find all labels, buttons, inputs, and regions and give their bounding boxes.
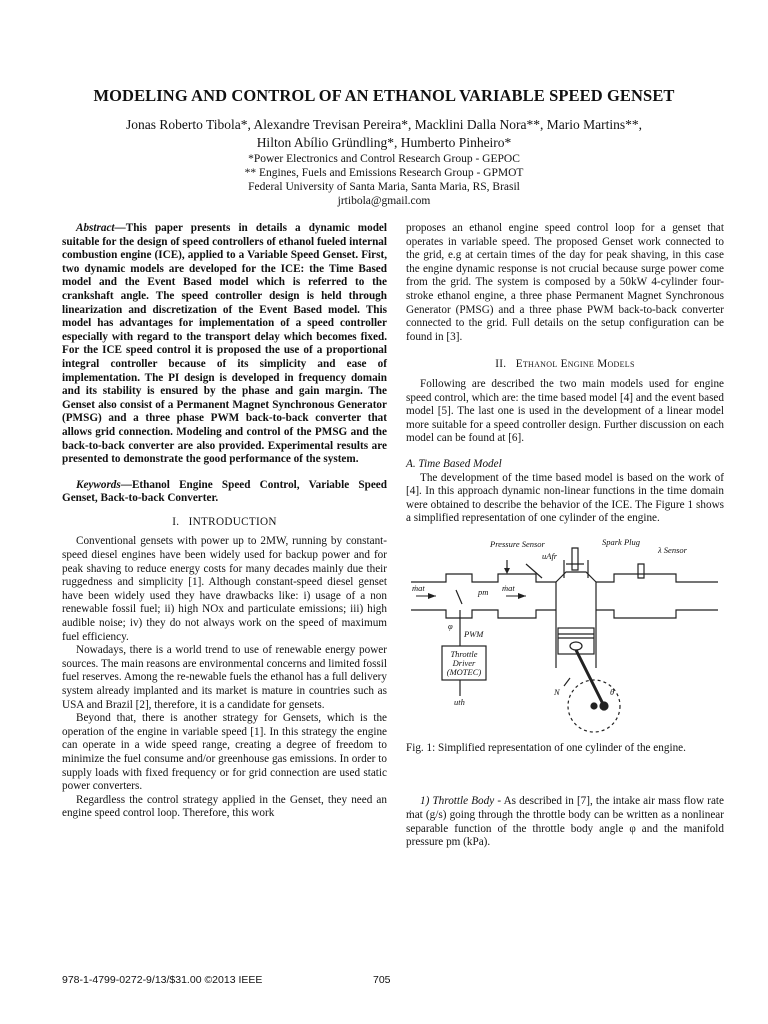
intro-paragraph-3: Beyond that, there is another strategy for Gensets, which is the operation of the engine in variable speed [1]. In this strategy the engine can operate in a wide speed range, creating a degree of freedom to minimize the fuel consume and/or greenhouse gas emissions. In order to supply loads with fixed frequency or for grid connection are used static power converters. <box>62 712 387 793</box>
section-heading-ethanol-models <box>406 358 724 372</box>
abstract <box>62 222 387 467</box>
section-2-paragraph: Following are described the two main models used for engine speed control, which are: the time based model [4] and the event based model [5]. The last one is used in the development of a linear model more suitable for a speed controller design. Further discussion on each model can be found at [6]. <box>406 377 724 445</box>
paper-title: MODELING AND CONTROL OF AN ETHANOL VARIABLE SPEED GENSET <box>93 86 675 105</box>
author-list <box>40 116 728 152</box>
intro-paragraph-1: Conventional gensets with power up to 2MW, running by constant-speed diesel engines have been widely used for backup power and for peak shaving to reduce energy costs for many decades mainly due their ruggedness and simplicity [1]. Although constant-speed diesel genset have been widely used they have drawbacks like: i) usage of a non renewable fossil fuel; ii) high NOx and particulate emissions; iii) high audible noise; iv) they do not always work on the speed of maximum fuel efficiency. <box>62 535 387 643</box>
pwm-label: PWM <box>464 628 484 639</box>
pressure-sensor-label: Pressure Sensor <box>490 538 545 549</box>
wrist-pin <box>570 642 582 650</box>
affiliation-gepoc: *Power Electronics and Control Research Group - GEPOC <box>248 153 520 165</box>
exhaust-top <box>596 574 718 582</box>
engine-cylinder-figure <box>406 538 724 738</box>
u-afr-label: uAfr <box>542 550 558 561</box>
intake-manifold-bottom <box>411 610 556 618</box>
affiliation-university: Federal University of Santa Maria, Santa Maria, RS, Brasil <box>248 181 520 193</box>
cylinder-walls <box>556 582 596 668</box>
abstract-label: Abstract <box>76 222 115 234</box>
throttle-body-label: 1) Throttle Body <box>420 795 495 808</box>
abstract-text: —This paper presents in details a dynamic model suitable for the design of speed controllers of ethanol fueled internal combustion engine (ICE), applied to a Variable Speed Genset. First, two dynamic models are developed for the ICE: the Time Based model and the Event Based model which is referred to the crankshaft angle. The speed controller design is held through linearization and discretization of the Event Based model. This model has advantages for implementation of a speed controller especially with regard to the transport delay which becomes fixed. For the ICE speed control it is proposed the use of a proportional integral controller because of its simplicity and ease of implementation. The PI design is developed in frequency domain and its stability is ensured by the phase and gain margin. The Genset also consist of a Permanent Magnet Synchronous Generator (PMSG) and a three phase PWM back-to-back converter that allows grid connection. Modeling and control of the PMSG and the back-to-back converter are also provided. Experimental results are presented to demonstrate the good performance of the system. <box>62 222 387 466</box>
intro-paragraph-2: Nowadays, there is a world trend to use of renewable energy power sources. The main reasons are environmental concerns and limited fossil fuel reserves. Among the re-newable fuels the ethanol has a full delivery system already implanted and its market is mature in countries such as USA and Brazil [2], therefore, it is a candidate for gensets. <box>62 644 387 711</box>
intro-paragraph-4: Regardless the control strategy applied in the Genset, they need an engine speed control loop. Therefore, this work <box>62 793 387 820</box>
intake-manifold-top <box>411 574 556 582</box>
affiliations <box>40 152 728 208</box>
cylinder-head <box>556 572 596 582</box>
keywords-label: Keywords <box>76 478 121 491</box>
authors-line-1: Jonas Roberto Tibola*, Alexandre Trevisan Pereira*, Macklini Dalla Nora**, Mario Martins**, <box>126 117 642 132</box>
section-heading-introduction <box>62 516 387 530</box>
subsection-heading-time-based: A. Time Based Model <box>406 457 502 470</box>
section-title: Ethanol Engine Models <box>515 358 635 371</box>
exhaust-bottom <box>596 610 718 618</box>
right-column <box>406 222 724 850</box>
figure-caption: Fig. 1: Simplified representation of one cylinder of the engine. <box>406 741 686 754</box>
throttle-angle-label: φ <box>448 620 453 631</box>
injector <box>526 564 542 578</box>
motec-label: (MOTEC) <box>446 666 482 677</box>
throttle-body-paragraph <box>406 795 724 849</box>
authors-line-2: Hilton Abílio Gründling*, Humberto Pinheiro* <box>256 135 512 150</box>
mass-flow-in-label: ṁat <box>412 582 425 593</box>
throttle-driver-label: Throttle Driver <box>450 648 478 668</box>
mass-flow-out-label: ṁat <box>502 582 515 593</box>
lambda-sensor-label: λ Sensor <box>658 544 687 555</box>
lambda-sensor-body <box>638 564 644 578</box>
spark-plug-label: Spark Plug <box>602 536 641 547</box>
contact-email: jrtibola@gmail.com <box>337 195 431 207</box>
throttle-body-text: - As described in [7], the intake air mass flow rate ṁat (g/s) going through the throttle body can be written as a nonlinear separable function of the throttle body angle φ and the manifold pressure pm (kPa). <box>406 795 724 849</box>
connecting-rod <box>576 650 604 706</box>
left-column <box>62 222 387 821</box>
keywords-text: —Ethanol Engine Speed Control, Variable Speed Genset, Back-to-back Converter. <box>62 478 387 505</box>
copyright-footer: 978-1-4799-0272-9/13/$31.00 ©2013 IEEE <box>62 974 263 986</box>
spark-plug-body <box>572 548 578 570</box>
section-title: INTRODUCTION <box>188 515 277 528</box>
keywords <box>62 479 387 506</box>
u-th-label: uth <box>454 696 465 707</box>
manifold-pressure-label: pm <box>478 586 489 597</box>
subsection-a-paragraph: The development of the time based model is based on the work of [4]. In this approach dynamic non-linear functions in the time domain were obtained to describe the behavior of the ICE. The Figure 1 shows a simplified representation of one cylinder of the engine. <box>406 471 724 525</box>
throttle-plate <box>456 590 462 604</box>
continuation-paragraph: proposes an ethanol engine speed control loop for a genset that operates in variable speed. The proposed Genset work connected to the grid, e.g at certain times of the day for peak shaving, in this case the engine dynamic response is not crucial because surge power come from the grid. The system is composed by a 50kW 4-cylinder four-stroke ethanol engine, a three phase Permanent Magnet Synchronous Generator (PMSG) and a three phase PWM back-to-back converter connected to the grid. Full details on the setup configuration can be found in [3]. <box>406 222 724 343</box>
engine-speed-label: N <box>554 686 560 697</box>
section-number: I. <box>172 515 180 528</box>
affiliation-gpmot: ** Engines, Fuels and Emissions Research Group - GPMOT <box>244 167 524 179</box>
section-number: II. <box>495 358 507 371</box>
engine-diagram <box>406 538 724 738</box>
crank-angle-label: θ <box>610 686 615 697</box>
page-number: 705 <box>373 974 391 986</box>
